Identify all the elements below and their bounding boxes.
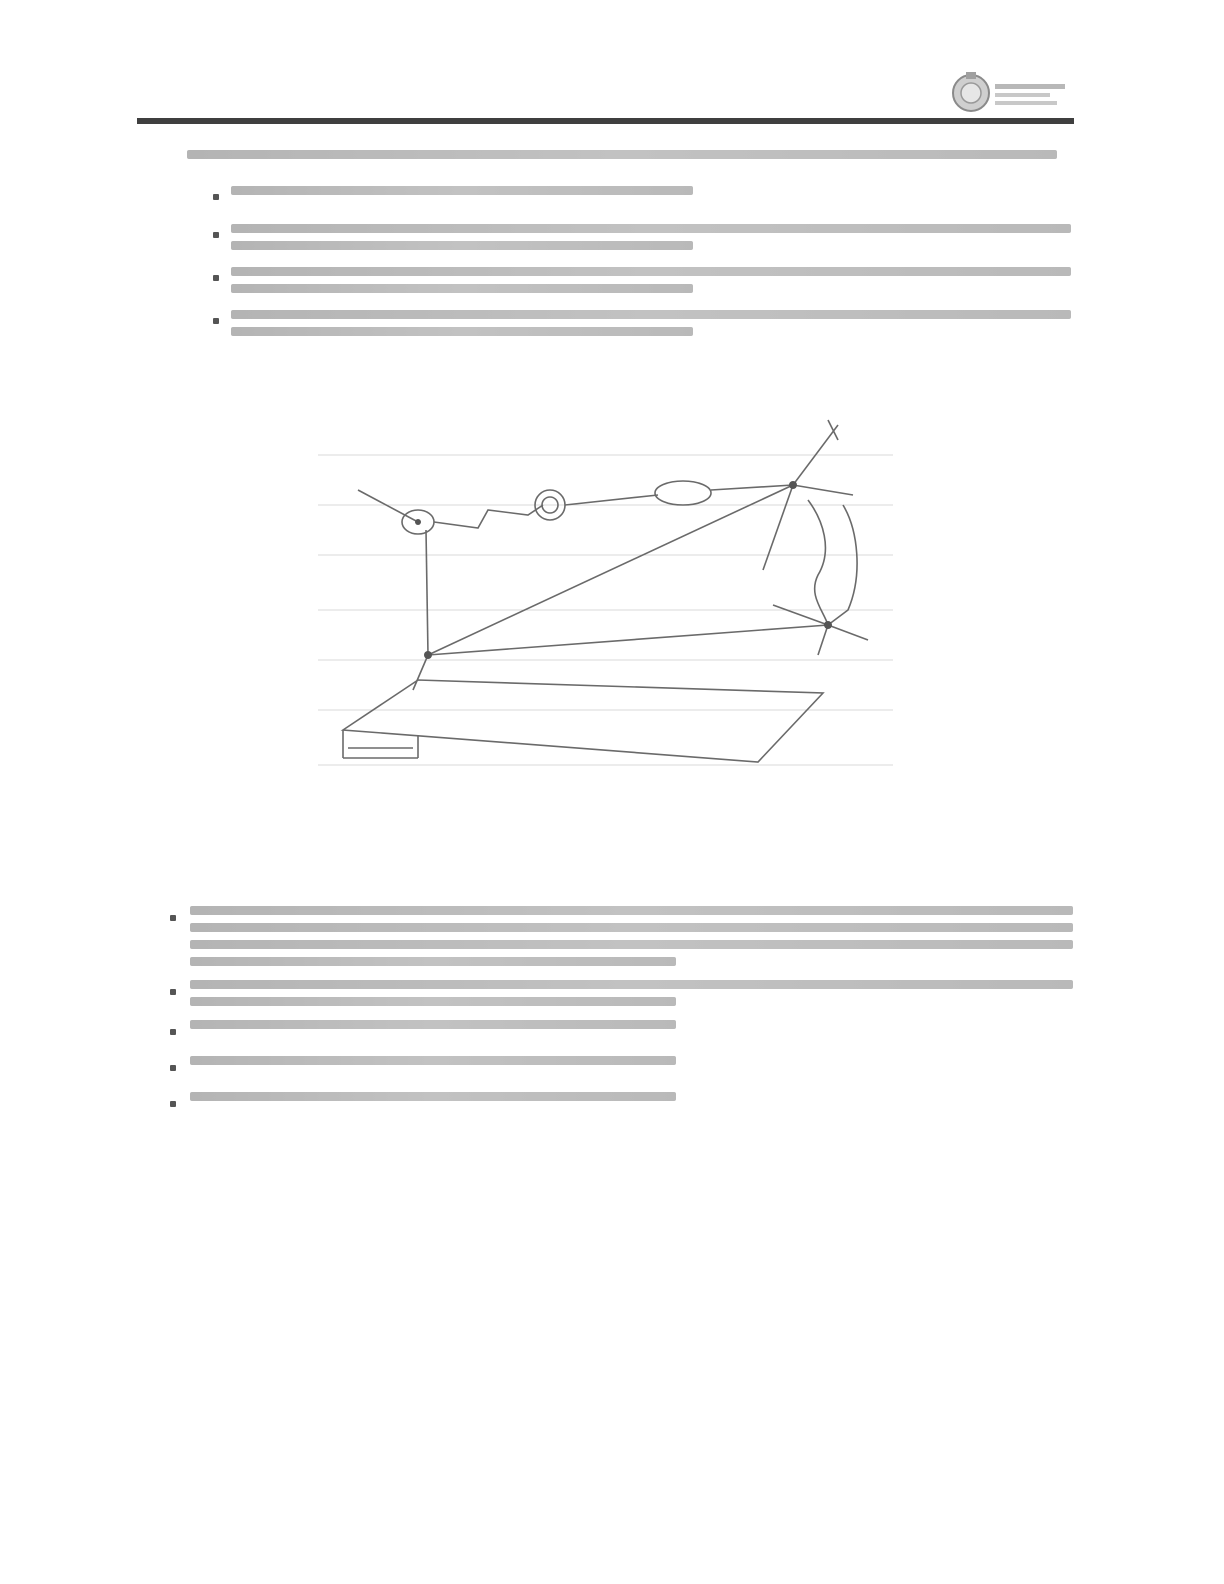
observation-item: [168, 980, 1073, 1006]
text-line: [231, 224, 1071, 233]
text-line: [190, 1056, 676, 1065]
header-rule: [137, 118, 1074, 124]
text-line: [231, 186, 693, 195]
observations-list: [168, 902, 1073, 1128]
text-line: [190, 940, 1073, 949]
text-line: [231, 241, 693, 250]
figure-drawing: [318, 410, 898, 780]
text-line: [190, 957, 676, 966]
text-line: [190, 923, 1073, 932]
text-line: [231, 327, 693, 336]
figure: [318, 410, 898, 780]
text-line: [231, 267, 1071, 276]
text-line: [190, 1020, 676, 1029]
bullet-item: [213, 267, 1071, 293]
bullet-item: [213, 224, 1071, 250]
item-text: [187, 146, 1057, 167]
page-header: [137, 70, 1074, 132]
item-bullet-list: [213, 180, 1071, 353]
text-line: [190, 997, 676, 1006]
observation-item: [168, 1020, 1073, 1042]
text-line: [187, 150, 1057, 159]
bullet-item: [213, 310, 1071, 336]
observation-item: [168, 1092, 1073, 1114]
text-line: [190, 980, 1073, 989]
text-line: [231, 284, 693, 293]
observation-item: [168, 906, 1073, 966]
bullet-item: [213, 186, 1071, 207]
text-line: [190, 1092, 676, 1101]
observation-item: [168, 1056, 1073, 1078]
text-line: [231, 310, 1071, 319]
text-line: [190, 906, 1073, 915]
university-logo: [949, 70, 1074, 116]
